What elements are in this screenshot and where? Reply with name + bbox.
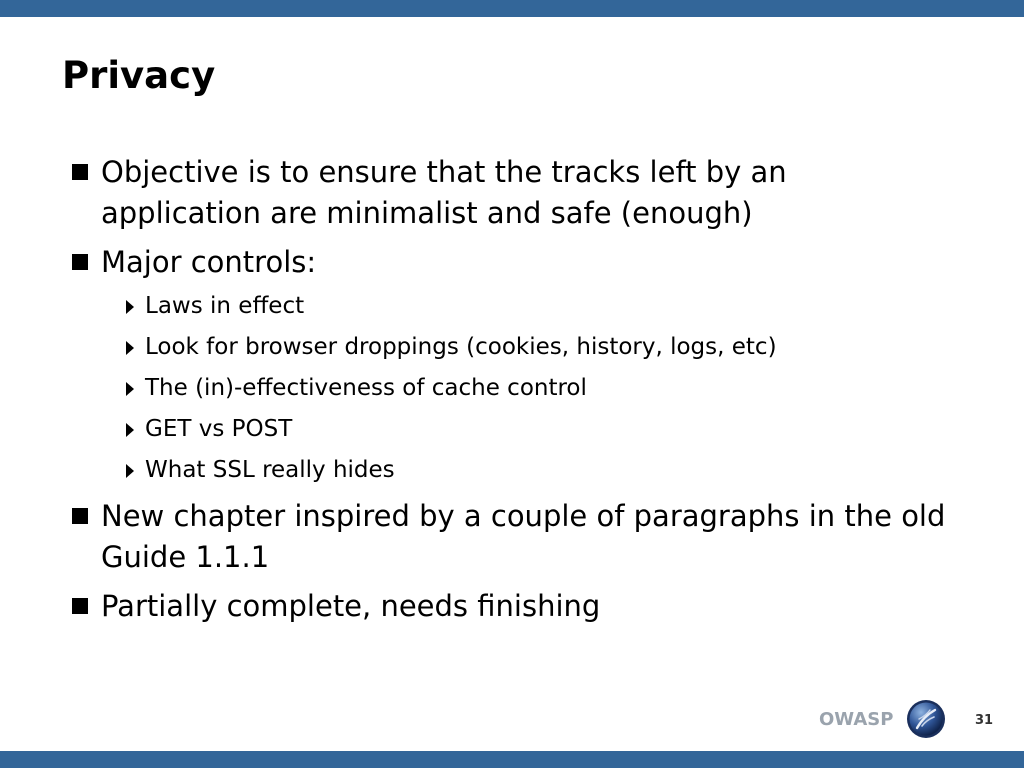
triangle-bullet-icon [126,300,134,314]
slide-body [70,152,950,635]
bullet-text: Partially complete, needs finishing [101,589,601,623]
sub-bullet-item [126,455,950,486]
bottom-accent-bar [0,751,1024,768]
sub-bullet-text: GET vs POST [145,416,293,442]
triangle-bullet-icon [126,464,134,478]
sub-bullet-item [126,291,950,322]
slide-title: Privacy [62,54,216,97]
owasp-brand-text: OWASP [819,709,894,730]
top-accent-bar [0,0,1024,17]
owasp-logo-icon [906,699,946,739]
bullet-item [70,152,950,234]
triangle-bullet-icon [126,423,134,437]
bullet-text: Major controls: [101,245,317,279]
bullet-item [70,586,950,627]
sub-bullet-text: The (in)-effectiveness of cache control [145,375,587,401]
triangle-bullet-icon [126,382,134,396]
bullet-text: Objective is to ensure that the tracks left by an application are minimalist and safe (enough) [101,155,787,230]
sub-bullet-text: What SSL really hides [145,457,395,483]
slide-page-number: 31 [975,713,994,728]
square-bullet-icon [72,598,88,614]
sub-bullet-list [70,291,950,486]
sub-bullet-item [126,373,950,404]
sub-bullet-item [126,332,950,363]
bullet-text: New chapter inspired by a couple of paragraphs in the old Guide 1.1.1 [101,499,946,574]
triangle-bullet-icon [126,341,134,355]
square-bullet-icon [72,164,88,180]
sub-bullet-text: Laws in effect [145,293,305,319]
sub-bullet-text: Look for browser droppings (cookies, history, logs, etc) [145,334,777,360]
square-bullet-icon [72,508,88,524]
bullet-item [70,496,950,578]
square-bullet-icon [72,254,88,270]
sub-bullet-item [126,414,950,445]
bullet-item [70,242,950,283]
